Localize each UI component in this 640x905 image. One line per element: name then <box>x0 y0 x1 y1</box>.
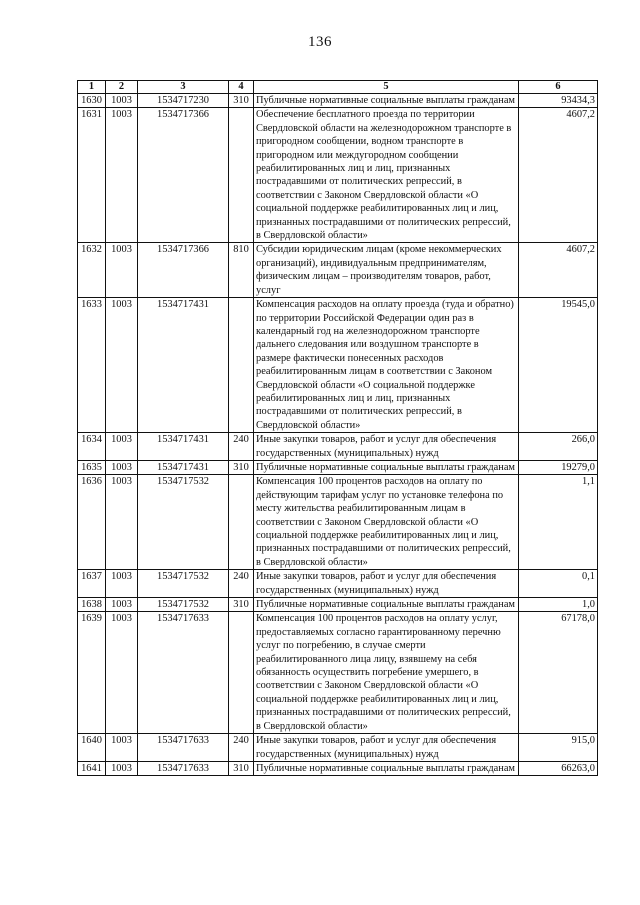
description-cell: Обеспечение бесплатного проезда по территории Свердловской области на железнодорожном транспорте в пригородном сообщении, водном транспорте в пригородном или междугородном сообщении реабилитированных лиц и лиц, признанных пострадавшими от политических репрессий, в соответствии с Законом Свердловской области «О социальной поддержке реабилитированных лиц и лиц, признанных пострадавшими от политических репрессий, в Свердловской области» <box>254 108 519 243</box>
amount-cell: 93434,3 <box>519 94 598 108</box>
target-code-cell: 1534717431 <box>138 298 229 433</box>
description-cell: Компенсация 100 процентов расходов на оплату по действующим тарифам услуг по установке телефона по месту жительства реабилитированным лицам в соответствии с Законом Свердловской области «О социальной поддержке реабилитированных лиц и лиц, признанных пострадавшими от политических репрессий, в Свердловской области» <box>254 475 519 570</box>
expense-type-cell: 310 <box>229 761 254 775</box>
row-number-cell: 1635 <box>78 460 106 474</box>
description-cell: Публичные нормативные социальные выплаты гражданам <box>254 94 519 108</box>
row-number-cell: 1634 <box>78 433 106 461</box>
table-row <box>78 108 598 243</box>
section-code-cell: 1003 <box>106 243 138 298</box>
row-number-cell: 1636 <box>78 475 106 570</box>
expense-type-cell: 810 <box>229 243 254 298</box>
table-body <box>78 94 598 776</box>
header-col-4: 4 <box>229 81 254 94</box>
expense-type-cell: 240 <box>229 433 254 461</box>
expense-type-cell: 310 <box>229 460 254 474</box>
target-code-cell: 1534717633 <box>138 612 229 734</box>
description-cell: Публичные нормативные социальные выплаты гражданам <box>254 598 519 612</box>
description-cell: Компенсация 100 процентов расходов на оплату услуг, предоставляемых согласно гарантированному перечню услуг по погребению, в случае смерти реабилитированного лица лицу, взявшему на себя обязанность осуществить погребение умершего, в соответствии с Законом Свердловской области «О социальной поддержке реабилитированных лиц и лиц, признанных пострадавшими от политических репрессий, в Свердловской области» <box>254 612 519 734</box>
expense-type-cell: 310 <box>229 94 254 108</box>
section-code-cell: 1003 <box>106 761 138 775</box>
target-code-cell: 1534717366 <box>138 108 229 243</box>
target-code-cell: 1534717431 <box>138 433 229 461</box>
description-cell: Публичные нормативные социальные выплаты гражданам <box>254 761 519 775</box>
target-code-cell: 1534717633 <box>138 734 229 762</box>
expense-type-cell <box>229 475 254 570</box>
expense-type-cell: 310 <box>229 598 254 612</box>
amount-cell: 4607,2 <box>519 243 598 298</box>
amount-cell: 1,1 <box>519 475 598 570</box>
section-code-cell: 1003 <box>106 460 138 474</box>
row-number-cell: 1639 <box>78 612 106 734</box>
table-row <box>78 761 598 775</box>
row-number-cell: 1633 <box>78 298 106 433</box>
header-col-2: 2 <box>106 81 138 94</box>
table-row <box>78 243 598 298</box>
table-row <box>78 598 598 612</box>
target-code-cell: 1534717431 <box>138 460 229 474</box>
amount-cell: 67178,0 <box>519 612 598 734</box>
budget-table <box>77 80 598 776</box>
table-row <box>78 460 598 474</box>
table-row <box>78 734 598 762</box>
section-code-cell: 1003 <box>106 612 138 734</box>
row-number-cell: 1632 <box>78 243 106 298</box>
section-code-cell: 1003 <box>106 433 138 461</box>
target-code-cell: 1534717230 <box>138 94 229 108</box>
section-code-cell: 1003 <box>106 734 138 762</box>
table-header <box>78 81 598 94</box>
description-cell: Субсидии юридическим лицам (кроме некоммерческих организаций), индивидуальным предпринимателям, физическим лицам – производителям товаров, работ, услуг <box>254 243 519 298</box>
header-col-1: 1 <box>78 81 106 94</box>
amount-cell: 1,0 <box>519 598 598 612</box>
expense-type-cell: 240 <box>229 570 254 598</box>
table-row <box>78 612 598 734</box>
table-row <box>78 475 598 570</box>
page-number: 136 <box>308 34 332 50</box>
row-number-cell: 1631 <box>78 108 106 243</box>
amount-cell: 4607,2 <box>519 108 598 243</box>
row-number-cell: 1637 <box>78 570 106 598</box>
amount-cell: 915,0 <box>519 734 598 762</box>
table-row <box>78 570 598 598</box>
amount-cell: 66263,0 <box>519 761 598 775</box>
expense-type-cell <box>229 298 254 433</box>
amount-cell: 0,1 <box>519 570 598 598</box>
row-number-cell: 1638 <box>78 598 106 612</box>
expense-type-cell <box>229 108 254 243</box>
table-row <box>78 298 598 433</box>
description-cell: Компенсация расходов на оплату проезда (туда и обратно) по территории Российской Федерации один раз в календарный год на железнодорожном транспорте дальнего следования или воздушном транспорте в размере фактически понесенных расходов реабилитированным лицам в соответствии с Законом Свердловской области «О социальной поддержке реабилитированных лиц и лиц, признанных пострадавшими от политических репрессий, в Свердловской области» <box>254 298 519 433</box>
amount-cell: 19545,0 <box>519 298 598 433</box>
amount-cell: 266,0 <box>519 433 598 461</box>
description-cell: Публичные нормативные социальные выплаты гражданам <box>254 460 519 474</box>
table-row <box>78 433 598 461</box>
section-code-cell: 1003 <box>106 298 138 433</box>
row-number-cell: 1640 <box>78 734 106 762</box>
target-code-cell: 1534717532 <box>138 570 229 598</box>
table-row <box>78 94 598 108</box>
header-col-5: 5 <box>254 81 519 94</box>
target-code-cell: 1534717532 <box>138 475 229 570</box>
header-col-6: 6 <box>519 81 598 94</box>
row-number-cell: 1630 <box>78 94 106 108</box>
amount-cell: 19279,0 <box>519 460 598 474</box>
expense-type-cell: 240 <box>229 734 254 762</box>
section-code-cell: 1003 <box>106 108 138 243</box>
section-code-cell: 1003 <box>106 598 138 612</box>
target-code-cell: 1534717633 <box>138 761 229 775</box>
description-cell: Иные закупки товаров, работ и услуг для обеспечения государственных (муниципальных) нужд <box>254 570 519 598</box>
header-col-3: 3 <box>138 81 229 94</box>
target-code-cell: 1534717532 <box>138 598 229 612</box>
expense-type-cell <box>229 612 254 734</box>
section-code-cell: 1003 <box>106 94 138 108</box>
section-code-cell: 1003 <box>106 570 138 598</box>
target-code-cell: 1534717366 <box>138 243 229 298</box>
description-cell: Иные закупки товаров, работ и услуг для обеспечения государственных (муниципальных) нужд <box>254 734 519 762</box>
section-code-cell: 1003 <box>106 475 138 570</box>
header-row <box>78 81 598 94</box>
description-cell: Иные закупки товаров, работ и услуг для обеспечения государственных (муниципальных) нужд <box>254 433 519 461</box>
row-number-cell: 1641 <box>78 761 106 775</box>
